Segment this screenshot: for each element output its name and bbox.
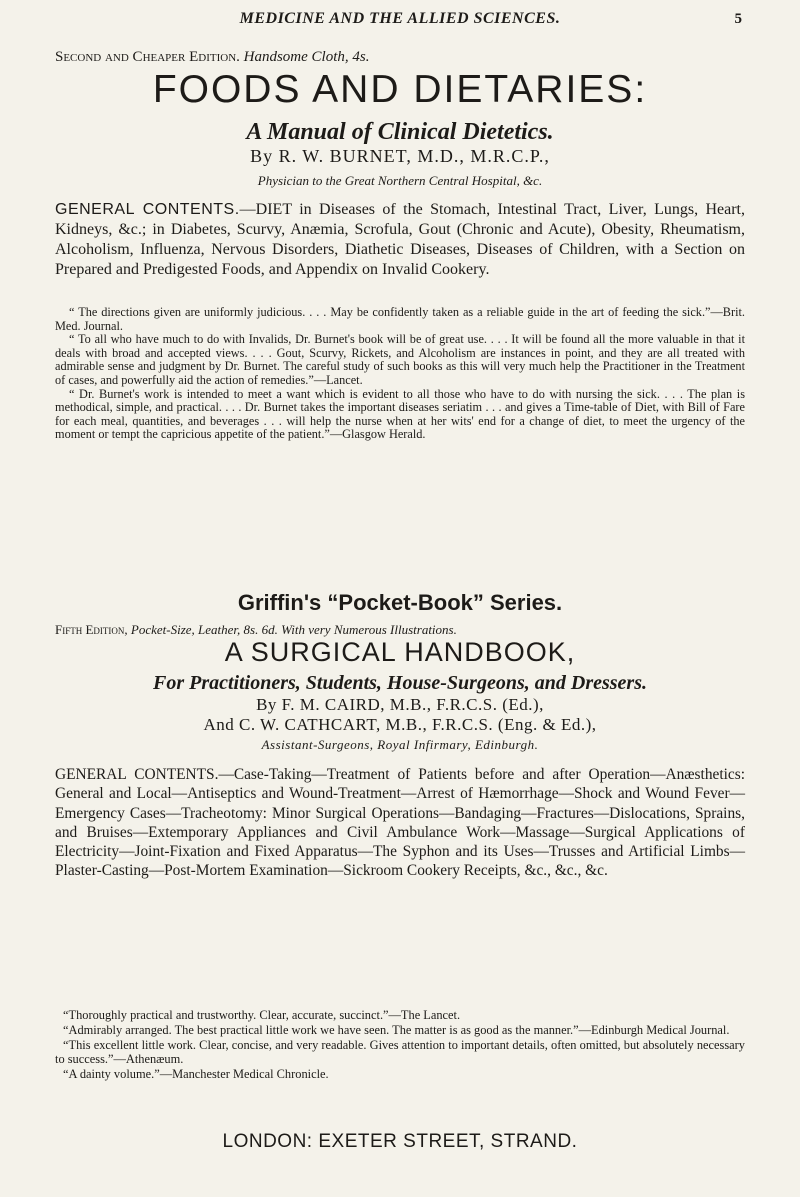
book1-title: FOODS AND DIETARIES:: [152, 68, 648, 111]
running-head-title: MEDICINE AND THE ALLIED SCIENCES.: [239, 10, 561, 27]
book2-author-2: And C. W. CATHCART, M.B., F.R.C.S. (Eng. & Ed.),: [203, 715, 597, 734]
book2-author-1: By F. M. CAIRD, M.B., F.R.C.S. (Ed.),: [256, 695, 544, 714]
book1-review-1: “ The directions given are uniformly judicious. . . . May be confidently taken as a reliable guide in the art of feeding the sick.”—Brit. Med. Journal.: [55, 305, 745, 333]
book1-edition: [55, 49, 369, 66]
book2-review-3: “This excellent little work. Clear, concise, and very readable. Gives attention to important details, often omitted, but absolutely necessary to success.”—Athenæum.: [55, 1037, 745, 1067]
book1-contents-heading: GENERAL CONTENTS.: [55, 201, 240, 218]
book2-contents: [55, 765, 745, 881]
book1-author: By R. W. BURNET, M.D., M.R.C.P.,: [250, 146, 550, 166]
book1-review-2: “ To all who have much to do with Invalids, Dr. Burnet's book will be of great use. . . . It will be found all the more valuable in that it deals with broad and accepted views. . . . Gout, Scurvy, Rickets, and Alcoholism are instances in point, and they are all treated with admirable sense and judgment by Dr. Burnet. The careful study of such books as this will very much help the Practitioner in the Treatment of cases, and powerfully aid the action of remedies.”—Lancet.: [55, 332, 745, 387]
book2-series-heading: Griffin's “Pocket-Book” Series.: [237, 590, 563, 615]
book2-title: A SURGICAL HANDBOOK,: [224, 637, 576, 667]
book1-reviews: [55, 306, 745, 442]
book1-review-3: “ Dr. Burnet's work is intended to meet a want which is evident to all those who have to do with nursing the sick. . . . The plan is methodical, simple, and practical. . . . Dr. Burnet takes the important diseases seriatim . . . and gives a Time-table of Diet, with Bill of Fare for each meal, quantities, and beverages . . . will help the nurse when at her wits' end for a change of diet, to meet the urgency of the moment or tempt the capricious appetite of the patient.”—Glasgow Herald.: [55, 386, 745, 442]
book2-affiliation: Assistant-Surgeons, Royal Infirmary, Edinburgh.: [261, 737, 539, 752]
book2-edition-label: Fifth Edition,: [55, 622, 128, 637]
book2-edition: [55, 622, 755, 638]
page-number: 5: [734, 11, 742, 27]
book1-subtitle: A Manual of Clinical Dietetics.: [246, 119, 554, 145]
book2-review-1: “Thoroughly practical and trustworthy. Clear, accurate, succinct.”—The Lancet.: [63, 1008, 461, 1022]
publisher-imprint: LONDON: EXETER STREET, STRAND.: [222, 1131, 578, 1152]
book2-edition-details: Pocket-Size, Leather, 8s. 6d. With very Numerous Illustrations.: [130, 622, 457, 637]
book1-affiliation: Physician to the Great Northern Central Hospital, &c.: [257, 173, 543, 188]
book2-contents-heading: GENERAL CONTENTS.: [55, 766, 219, 783]
book1-contents-text: —DIET in Diseases of the Stomach, Intestinal Tract, Liver, Lungs, Heart, Kidneys, &c.; in Diabetes, Scurvy, Anæmia, Scrofula, Gout (Chronic and Acute), Obesity, Rheumatism, Alcoholism, Influenza, Nervous Disorders, Diathetic Diseases, Diseases of Children, with a Section on Prepared and Predigested Foods, and Appendix on Invalid Cookery.: [55, 201, 746, 278]
book2-audience: For Practitioners, Students, House-Surgeons, and Dressers.: [153, 672, 647, 694]
book2-review-4: “A dainty volume.”—Manchester Medical Chronicle.: [63, 1067, 329, 1082]
book1-edition-price: Handsome Cloth, 4s.: [243, 49, 370, 65]
book1-contents: [55, 200, 745, 280]
running-head: [0, 10, 800, 40]
book1-edition-label: Second and Cheaper Edition.: [55, 49, 240, 65]
book2-reviews: [55, 1008, 745, 1082]
book2-contents-text: —Case-Taking—Treatment of Patients before and after Operation—Anæsthetics: General and Local—Antiseptics and Wound-Treatment—Arrest of Hæmorrhage—Shock and Wound Fever—Emergency Cases—Tracheotomy: Minor Surgical Operations—Bandaging—Fractures—Dislocations, Sprains, and Bruises—Extemporary Appliances and Civil Ambulance Work—Massage—Surgical Applications of Electricity—Joint-Fixation and Fixed Apparatus—The Syphon and its Uses—Trusses and Artificial Limbs—Plaster-Casting—Post-Mortem Examination—Sickroom Cookery Receipts, &c., &c., &c.: [55, 766, 746, 880]
book2-review-2: “Admirably arranged. The best practical little work we have seen. The matter is as good as the manner.”—Edinburgh Medical Journal.: [63, 1022, 730, 1037]
